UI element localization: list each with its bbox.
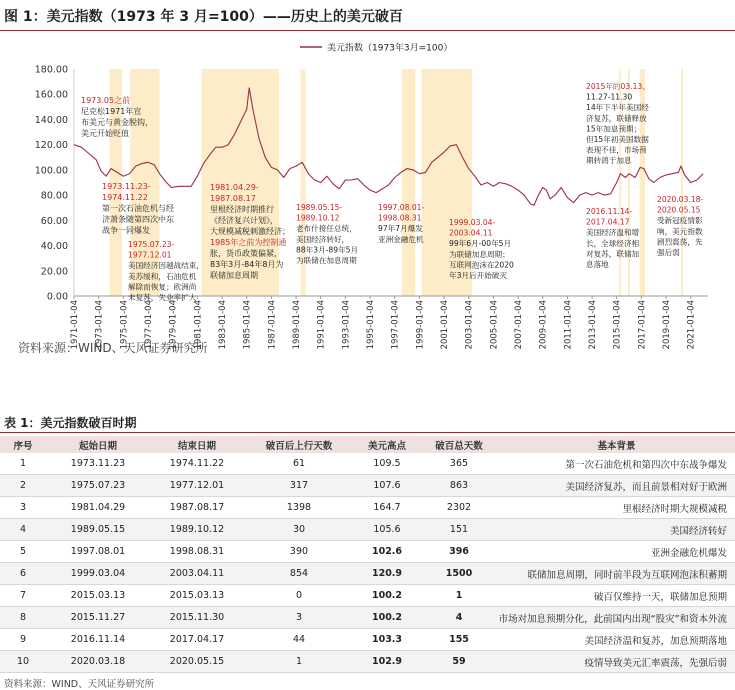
shaded-period bbox=[402, 69, 415, 296]
figure-source: 资料来源：WIND、天风证券研究所 bbox=[18, 341, 208, 355]
annotation-line: 亚洲金融危机 bbox=[378, 234, 424, 244]
x-tick-label: 1997-01-04 bbox=[390, 300, 401, 350]
cell-index: 4 bbox=[0, 519, 46, 541]
header-index: 序号 bbox=[0, 436, 46, 453]
cell-background: 第一次石油危机和第四次中东战争爆发 bbox=[498, 453, 735, 475]
x-tick-label: 1979-01-04 bbox=[168, 300, 179, 350]
cell-end-date: 1987.08.17 bbox=[150, 497, 244, 519]
cell-start-date: 1997.08.01 bbox=[46, 541, 150, 563]
cell-start-date: 2015.11.27 bbox=[46, 607, 150, 629]
cell-index: 7 bbox=[0, 585, 46, 607]
y-tick-label: 180.00 bbox=[34, 64, 68, 76]
x-tick-label: 2005-01-04 bbox=[489, 300, 500, 350]
cell-peak: 109.5 bbox=[354, 453, 420, 475]
y-tick-label: 40.00 bbox=[40, 241, 68, 253]
cell-background: 疫情导致美元汇率震荡，先强后弱 bbox=[498, 651, 735, 673]
annotation-line: 97年7月爆发 bbox=[378, 224, 423, 234]
cell-background: 破百仅维持一天，联储加息预期 bbox=[498, 585, 735, 607]
y-tick-label: 20.00 bbox=[40, 266, 68, 278]
annotation-line: 长，全球经济相 bbox=[586, 238, 640, 248]
cell-peak: 102.6 bbox=[354, 541, 420, 563]
annotation-line: 年3月后开始破灭 bbox=[449, 271, 507, 280]
annotation-line: 1989.05.15- bbox=[296, 203, 343, 212]
table-row bbox=[0, 475, 735, 497]
cell-up-days: 1 bbox=[244, 651, 354, 673]
annotation-line: 1985年之前为控制通 bbox=[210, 238, 287, 247]
annotation-line: 美元开始贬值 bbox=[81, 129, 129, 138]
cell-total-days: 151 bbox=[420, 519, 498, 541]
cell-background: 美国经济复苏，而且前景相对好于欧洲 bbox=[498, 475, 735, 497]
cell-total-days: 2302 bbox=[420, 497, 498, 519]
x-tick-label: 1983-01-04 bbox=[218, 300, 229, 350]
cell-end-date: 2015.11.30 bbox=[150, 607, 244, 629]
table-header-row bbox=[0, 436, 735, 453]
annotation-line: 1989.10.12 bbox=[296, 213, 340, 223]
annotation-line: 2020.03.18- bbox=[657, 195, 704, 204]
table-row bbox=[0, 453, 735, 475]
x-tick-label: 2013-01-04 bbox=[588, 300, 599, 350]
annotation-line: 受新冠疫情影 bbox=[657, 216, 703, 226]
cell-end-date: 2020.05.15 bbox=[150, 651, 244, 673]
cell-total-days: 863 bbox=[420, 475, 498, 497]
dollar-index-chart bbox=[0, 34, 735, 364]
y-tick-label: 100.00 bbox=[34, 165, 68, 177]
annotation-line: 剧烈震荡，先 bbox=[657, 237, 703, 247]
cell-start-date: 2015.03.13 bbox=[46, 585, 150, 607]
cell-peak: 100.2 bbox=[354, 607, 420, 629]
cell-total-days: 1500 bbox=[420, 563, 498, 585]
x-tick-label: 2007-01-04 bbox=[514, 300, 525, 350]
annotation-line: 1977.12.01 bbox=[128, 250, 172, 260]
x-tick-label: 2021-01-04 bbox=[686, 300, 697, 350]
cell-up-days: 1398 bbox=[244, 497, 354, 519]
cell-end-date: 1989.10.12 bbox=[150, 519, 244, 541]
cell-start-date: 2020.03.18 bbox=[46, 651, 150, 673]
annotation-line: 美国经济因越战结束， bbox=[128, 261, 204, 271]
annotation-line: 未复苏，失业率扩大 bbox=[128, 293, 197, 302]
annotation-line: 1987.08.17 bbox=[210, 194, 256, 203]
table-row bbox=[0, 607, 735, 629]
cell-index: 2 bbox=[0, 475, 46, 497]
x-tick-label: 2015-01-04 bbox=[612, 300, 623, 350]
cell-total-days: 4 bbox=[420, 607, 498, 629]
cell-up-days: 44 bbox=[244, 629, 354, 651]
cell-index: 1 bbox=[0, 453, 46, 475]
y-tick-label: 0.00 bbox=[46, 291, 68, 303]
annotation-line: 美国经济温和增 bbox=[586, 228, 640, 238]
annotation-line: 1999.03.04- bbox=[449, 218, 496, 227]
x-tick-label: 2001-01-04 bbox=[440, 300, 451, 350]
cell-background: 美国经济转好 bbox=[498, 519, 735, 541]
annotation-line: 1981.04.29- bbox=[210, 183, 259, 192]
annotation-line: 大规模减税刺激经济； bbox=[210, 227, 290, 236]
x-tick-label: 1995-01-04 bbox=[366, 300, 377, 350]
cell-background: 联储加息周期，同时前半段为互联网泡沫积蓄期 bbox=[498, 563, 735, 585]
x-tick-label: 2003-01-04 bbox=[464, 299, 475, 350]
cell-up-days: 390 bbox=[244, 541, 354, 563]
cell-up-days: 3 bbox=[244, 607, 354, 629]
x-tick-label: 1985-01-04 bbox=[242, 300, 253, 350]
table-title-rule bbox=[0, 432, 735, 433]
annotation-line: 1973.05之前 bbox=[81, 96, 131, 105]
cell-start-date: 1973.11.23 bbox=[46, 453, 150, 475]
cell-peak: 164.7 bbox=[354, 497, 420, 519]
cell-index: 3 bbox=[0, 497, 46, 519]
x-tick-label: 1993-01-04 bbox=[341, 300, 352, 350]
cell-index: 5 bbox=[0, 541, 46, 563]
annotation-line: 强后弱 bbox=[657, 248, 680, 257]
figure-title: 图 1：美元指数（1973 年 3 月=100）——历史上的美元破百 bbox=[4, 9, 403, 25]
table-title: 表 1：美元指数破百时期 bbox=[4, 416, 137, 430]
cell-total-days: 396 bbox=[420, 541, 498, 563]
annotation-line: 尼克松1971年宣 bbox=[81, 107, 142, 116]
x-tick-label: 1999-01-04 bbox=[415, 300, 426, 350]
x-tick-label: 2011-01-04 bbox=[563, 300, 574, 350]
table-source: 资料来源：WIND、天风证券研究所 bbox=[4, 679, 155, 690]
cell-end-date: 1998.08.31 bbox=[150, 541, 244, 563]
cell-end-date: 1977.12.01 bbox=[150, 475, 244, 497]
shaded-period bbox=[681, 69, 683, 296]
cell-background: 市场对加息预期分化，此前国内出现“股灾”和资本外流 bbox=[498, 607, 735, 629]
annotation-line: 息落地 bbox=[586, 260, 609, 269]
header-peak: 美元高点 bbox=[354, 436, 420, 453]
cell-end-date: 2017.04.17 bbox=[150, 629, 244, 651]
annotation-line: 14年下半年美国经 bbox=[586, 103, 649, 113]
cell-up-days: 30 bbox=[244, 519, 354, 541]
annotation-line: 期转鸽于加息 bbox=[586, 156, 632, 166]
annotation-line: 2016.11.14- bbox=[586, 207, 633, 216]
x-tick-label: 1975-01-04 bbox=[119, 300, 130, 350]
legend-label: 美元指数（1973年3月=100） bbox=[327, 43, 453, 54]
cell-index: 6 bbox=[0, 563, 46, 585]
table-row bbox=[0, 563, 735, 585]
cell-up-days: 0 bbox=[244, 585, 354, 607]
x-tick-label: 1981-01-04 bbox=[193, 300, 204, 350]
annotation-line: 1998.08.31 bbox=[378, 213, 422, 223]
annotation-line: 济萧条随第四次中东 bbox=[102, 215, 174, 224]
cell-total-days: 365 bbox=[420, 453, 498, 475]
table-row bbox=[0, 651, 735, 673]
x-tick-label: 1971-01-04 bbox=[70, 300, 80, 350]
header-up-days: 破百后上行天数 bbox=[244, 436, 354, 453]
annotation-line: 美苏缓和，石油危机 bbox=[128, 271, 197, 281]
annotation-line: 2017.04.17 bbox=[586, 217, 630, 227]
cell-start-date: 1981.04.29 bbox=[46, 497, 150, 519]
cell-end-date: 2003.04.11 bbox=[150, 563, 244, 585]
x-tick-label: 1991-01-04 bbox=[316, 300, 327, 350]
annotation-line: 解除而恢复；欧洲尚 bbox=[128, 282, 197, 292]
y-tick-label: 160.00 bbox=[34, 89, 68, 101]
annotation-line: 2003.04.11 bbox=[449, 228, 493, 238]
cell-end-date: 1974.11.22 bbox=[150, 453, 244, 475]
cell-index: 10 bbox=[0, 651, 46, 673]
header-end-date: 结束日期 bbox=[150, 436, 244, 453]
annotation-line: 1997.08.01- bbox=[378, 203, 425, 212]
table-row bbox=[0, 497, 735, 519]
cell-start-date: 1975.07.23 bbox=[46, 475, 150, 497]
annotation-line: 2015年的03.13、 bbox=[586, 82, 650, 91]
cell-index: 8 bbox=[0, 607, 46, 629]
annotation-line: 83年3月-84年8月为 bbox=[210, 260, 284, 269]
cell-up-days: 317 bbox=[244, 475, 354, 497]
cell-peak: 100.2 bbox=[354, 585, 420, 607]
cell-peak: 105.6 bbox=[354, 519, 420, 541]
table-row bbox=[0, 585, 735, 607]
annotation-line: 胀，货币政策偏紧， bbox=[210, 249, 282, 258]
x-tick-label: 1987-01-04 bbox=[267, 300, 278, 350]
annotation-line: 但15年初美国数据 bbox=[586, 135, 649, 144]
cell-end-date: 2015.03.13 bbox=[150, 585, 244, 607]
x-tick-label: 1977-01-04 bbox=[144, 300, 155, 350]
cell-peak: 103.3 bbox=[354, 629, 420, 651]
annotation-line: 11.27-11.30 bbox=[586, 92, 633, 102]
header-total-days: 破百总天数 bbox=[420, 436, 498, 453]
dollar-above-100-table bbox=[0, 436, 735, 673]
x-tick-label: 1989-01-04 bbox=[292, 300, 303, 350]
table-row bbox=[0, 541, 735, 563]
annotation-line: 15年加息预期； bbox=[586, 124, 642, 134]
cell-start-date: 1999.03.04 bbox=[46, 563, 150, 585]
annotation-line: 第一次石油危机与经 bbox=[102, 204, 174, 213]
x-tick-label: 2019-01-04 bbox=[662, 300, 673, 350]
annotation-line: 联储加息周期 bbox=[210, 271, 258, 280]
cell-total-days: 155 bbox=[420, 629, 498, 651]
cell-background: 里根经济时期大规模减税 bbox=[498, 497, 735, 519]
y-tick-label: 140.00 bbox=[34, 114, 68, 126]
annotation-line: 1974.11.22 bbox=[102, 193, 148, 202]
annotation-line: 《经济复兴计划》， bbox=[210, 216, 278, 225]
x-tick-label: 1973-01-04 bbox=[94, 300, 105, 350]
annotation-line: 战争一同爆发 bbox=[102, 226, 150, 235]
y-tick-label: 60.00 bbox=[40, 215, 68, 227]
annotation-line: 美国经济转好， bbox=[296, 234, 350, 244]
annotation-line: 济复苏，联储释放 bbox=[586, 113, 647, 123]
annotation-line: 为联储加息周期； bbox=[449, 249, 510, 259]
annotation-line: 99年6月-00年5月 bbox=[449, 239, 512, 249]
annotation-line: 88年3月-89年5月 bbox=[296, 245, 359, 255]
cell-total-days: 59 bbox=[420, 651, 498, 673]
header-start-date: 起始日期 bbox=[46, 436, 150, 453]
y-tick-label: 80.00 bbox=[40, 190, 68, 202]
annotation-line: 互联网泡沫在2020 bbox=[449, 260, 514, 270]
x-tick-label: 2009-01-04 bbox=[538, 300, 549, 350]
annotation-line: 里根经济时期推行 bbox=[210, 205, 274, 214]
annotation-line: 对复苏，联储加 bbox=[586, 249, 640, 259]
table-row bbox=[0, 519, 735, 541]
annotation-line: 为联储在加息周期 bbox=[296, 256, 357, 265]
annotation-line: 表现不佳，市场预 bbox=[586, 145, 647, 155]
cell-up-days: 61 bbox=[244, 453, 354, 475]
annotation-line: 1973.11.23- bbox=[102, 182, 151, 191]
cell-background: 美国经济温和复苏，加息预期落地 bbox=[498, 629, 735, 651]
cell-peak: 120.9 bbox=[354, 563, 420, 585]
y-tick-label: 120.00 bbox=[34, 140, 68, 152]
cell-start-date: 2016.11.14 bbox=[46, 629, 150, 651]
header-background: 基本背景 bbox=[498, 436, 735, 453]
cell-peak: 107.6 bbox=[354, 475, 420, 497]
annotation-line: 布美元与黄金脱钩， bbox=[81, 118, 153, 127]
x-tick-label: 2017-01-04 bbox=[637, 300, 648, 350]
figure-title-rule bbox=[0, 30, 735, 31]
cell-start-date: 1989.05.15 bbox=[46, 519, 150, 541]
annotation-line: 1975.07.23- bbox=[128, 240, 175, 249]
cell-peak: 102.9 bbox=[354, 651, 420, 673]
table-row bbox=[0, 629, 735, 651]
cell-total-days: 1 bbox=[420, 585, 498, 607]
cell-background: 亚洲金融危机爆发 bbox=[498, 541, 735, 563]
cell-up-days: 854 bbox=[244, 563, 354, 585]
annotation-line: 响，美元指数 bbox=[657, 226, 703, 236]
annotation-line: 2020.05.15 bbox=[657, 205, 701, 215]
cell-index: 9 bbox=[0, 629, 46, 651]
annotation-line: 老布什接任总统， bbox=[296, 224, 357, 234]
